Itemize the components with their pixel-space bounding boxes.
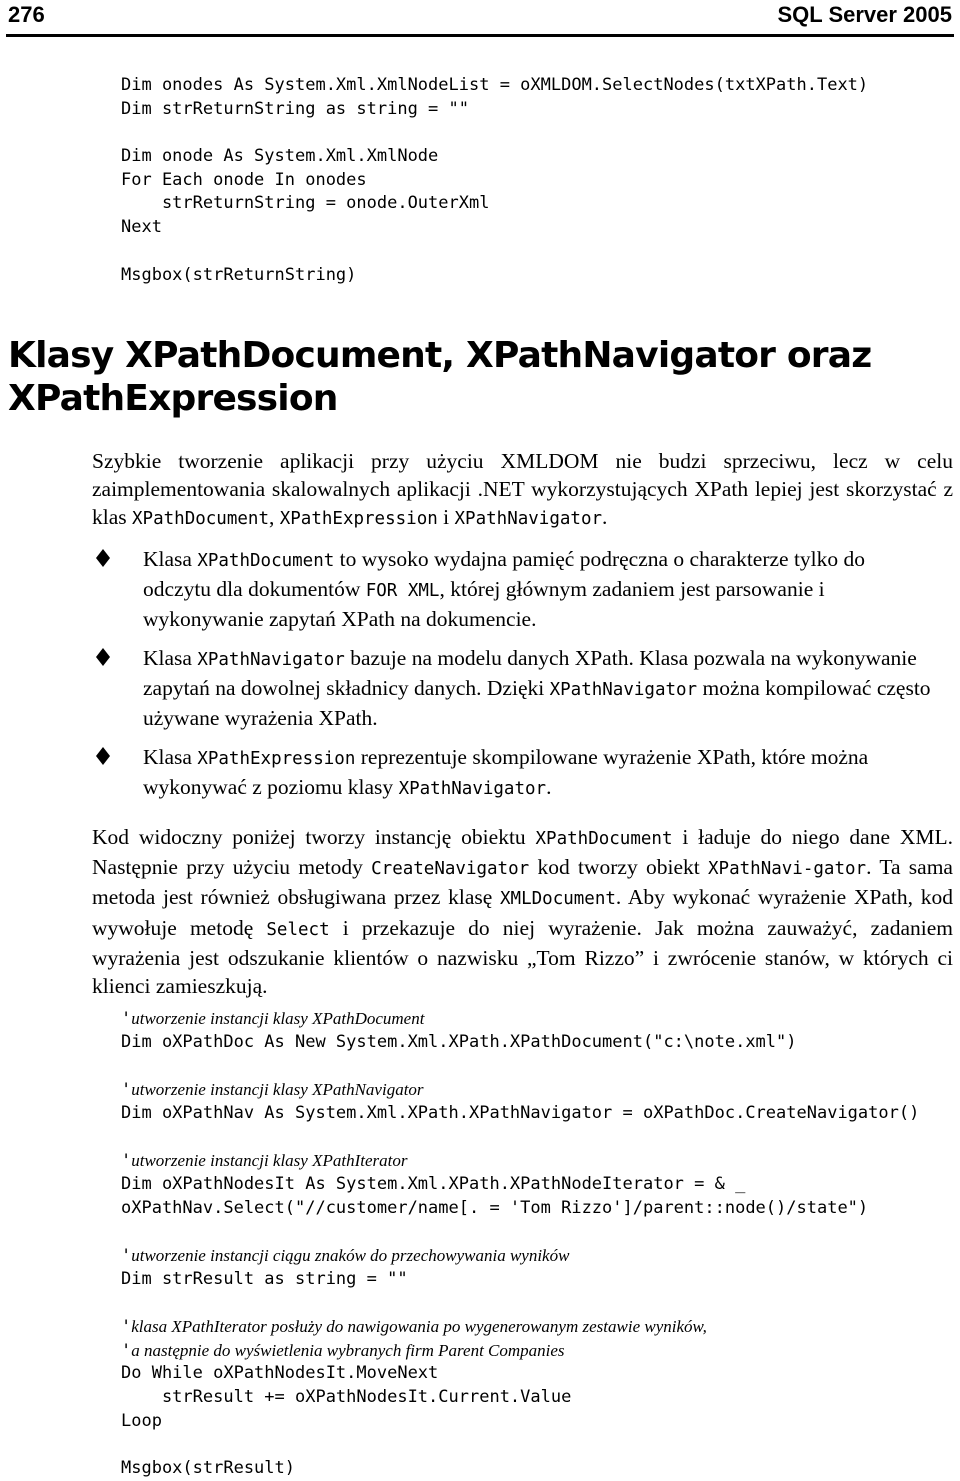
code-line	[121, 121, 868, 145]
text-run: i	[437, 505, 455, 530]
code-line: Dim oXPathNav As System.Xml.XPath.XPathNavigator = oXPathDoc.CreateNavigator()	[121, 1102, 920, 1123]
text-run: Kod widoczny poniżej tworzy instancję obiektu	[92, 825, 536, 849]
code-line: Dim onodes As System.Xml.XmlNodeList = oXMLDOM.SelectNodes(txtXPath.Text)	[121, 75, 869, 95]
inline-code: Select	[266, 919, 330, 940]
code-comment-line	[121, 1315, 919, 1339]
code-line	[121, 1433, 919, 1457]
text-run: .	[602, 505, 608, 530]
code-line	[121, 240, 868, 264]
running-title: SQL Server 2005	[777, 2, 952, 27]
section-heading: Klasy XPathDocument, XPathNavigator oraz XPathExpression	[8, 335, 872, 419]
code-line: Dim onode As System.Xml.XmlNode	[121, 146, 439, 167]
code-comment: a następnie do wyświetlenia wybranych firm Parent Companies	[131, 1340, 565, 1360]
comment-quote: '	[121, 1316, 132, 1337]
text-run: to wysoko wydajna pamięć podręczna o charakterze tylko do odczytu dla dokumentów	[143, 547, 866, 602]
code-line: Msgbox(strResult)	[121, 1458, 295, 1479]
inline-code: XPathNavigator	[549, 680, 698, 701]
text-run: Klasa	[143, 547, 198, 571]
inline-code: XPathNavigator	[197, 650, 345, 670]
text-run: i przekazuje do niej wyrażenie. Jak można zauważyć, zadaniem wyrażenia jest odszukanie klientów o nazwisku „Tom Rizzo” i zwrócenie stanów, w których ci klienci zamieszkują.	[92, 915, 953, 999]
bullet-text	[143, 644, 933, 733]
code-comment: klasa XPathIterator posłuży do nawigowania po wygenerowanym zestawie wyników,	[131, 1316, 707, 1336]
comment-quote: '	[121, 1080, 132, 1101]
page-number: 276	[8, 2, 45, 27]
inline-code: FOR XML	[365, 581, 440, 602]
inline-code: CreateNavigator	[371, 859, 530, 880]
code-comment: utworzenie instancji klasy XPathNavigator	[131, 1080, 424, 1100]
code-comment: utworzenie instancji klasy XPathIterator	[131, 1151, 408, 1171]
diamond-bullet-icon	[96, 648, 110, 666]
code-line	[121, 1125, 919, 1149]
bullet-text	[143, 545, 933, 634]
code-comment-line	[121, 1339, 919, 1363]
text-run: Klasa	[143, 646, 198, 670]
code-line: strReturnString = onode.OuterXml	[121, 193, 490, 214]
code-comment-line	[121, 1078, 919, 1102]
code-listing-bottom	[121, 1007, 919, 1481]
code-line: Msgbox(strReturnString)	[121, 264, 357, 285]
inline-code: XPathDocument	[535, 829, 673, 849]
code-line: oXPathNav.Select("//customer/name[. = 'Tom Rizzo']/parent::node()/state")	[121, 1197, 869, 1218]
diamond-bullet-icon	[96, 549, 110, 567]
text-run: i ładuje do niego dane XML. Następnie przy użyciu metody	[92, 825, 953, 880]
comment-quote: '	[121, 1151, 132, 1172]
diamond-bullet-icon	[96, 747, 110, 765]
text-run: bazuje na modelu danych XPath. Klasa pozwala na wykonywanie zapytań na dowolnej składnicy danych. Dzięki	[143, 646, 917, 701]
code-line: For Each onode In onodes	[121, 169, 367, 190]
code-comment: utworzenie instancji ciągu znaków do przechowywania wyników	[131, 1245, 570, 1265]
inline-code: XPathDocument	[132, 509, 269, 530]
code-line: Dim oXPathNodesIt As System.Xml.XPath.XPathNodeIterator = & _	[121, 1173, 746, 1194]
page-header	[6, 0, 954, 37]
text-run: ,	[268, 505, 280, 530]
body-paragraph	[92, 823, 953, 1000]
code-line: Dim strReturnString as string = ""	[121, 98, 469, 119]
text-run: .	[546, 775, 552, 800]
code-comment: utworzenie instancji klasy XPathDocument	[131, 1009, 425, 1028]
inline-code: XPathExpression	[197, 749, 356, 769]
text-run: reprezentuje skompilowane wyrażenie XPath, które można wykonywać z poziomu klasy	[143, 745, 869, 800]
inline-code: XPathNavigator	[454, 509, 603, 530]
text-run: kod tworzy obiekt	[529, 855, 709, 880]
intro-paragraph	[92, 447, 953, 534]
inline-code: XPathNavigator	[398, 779, 547, 800]
code-comment-line	[121, 1149, 919, 1173]
comment-quote: '	[121, 1340, 132, 1361]
code-line	[121, 1291, 919, 1315]
code-line	[121, 1220, 919, 1244]
bullet-text	[143, 743, 933, 803]
code-line: Do While oXPathNodesIt.MoveNext	[121, 1363, 439, 1384]
code-line: Loop	[121, 1410, 162, 1431]
code-line: Next	[121, 217, 162, 238]
text-run: . Aby wykonać wyrażenie XPath, kod wywołuje metodę	[92, 885, 953, 940]
comment-quote: '	[121, 1245, 132, 1266]
code-line: Dim strResult as string = ""	[121, 1268, 408, 1289]
text-run: Szybkie tworzenie aplikacji przy użyciu XMLDOM nie budzi sprzeciwu, lecz w celu zaimplementowania skalowalnych aplikacji .NET wykorzystujących XPath lepiej jest skorzystać z klas	[92, 449, 953, 530]
code-line	[121, 1054, 919, 1078]
text-run: Klasa	[143, 745, 198, 769]
comment-quote: '	[121, 1009, 132, 1029]
inline-code: XPathNavi-gator	[708, 859, 867, 880]
code-listing-top	[121, 74, 868, 287]
code-comment-line	[121, 1244, 919, 1268]
text-run: , której głównym zadaniem jest parsowanie i wykonywanie zapytań XPath na dokumencie.	[143, 577, 825, 632]
inline-code: XPathDocument	[197, 551, 335, 571]
inline-code: XPathExpression	[279, 509, 438, 530]
text-run: . Ta sama metoda jest również obsługiwana przez klasę	[92, 855, 953, 910]
text-run: można kompilować często używane wyrażenia XPath.	[143, 676, 931, 731]
inline-code: XMLDocument	[500, 889, 616, 910]
code-comment-line	[121, 1007, 919, 1031]
code-line: Dim oXPathDoc As New System.Xml.XPath.XPathDocument("c:\note.xml")	[121, 1031, 797, 1052]
code-line: strResult += oXPathNodesIt.Current.Value	[121, 1387, 572, 1407]
